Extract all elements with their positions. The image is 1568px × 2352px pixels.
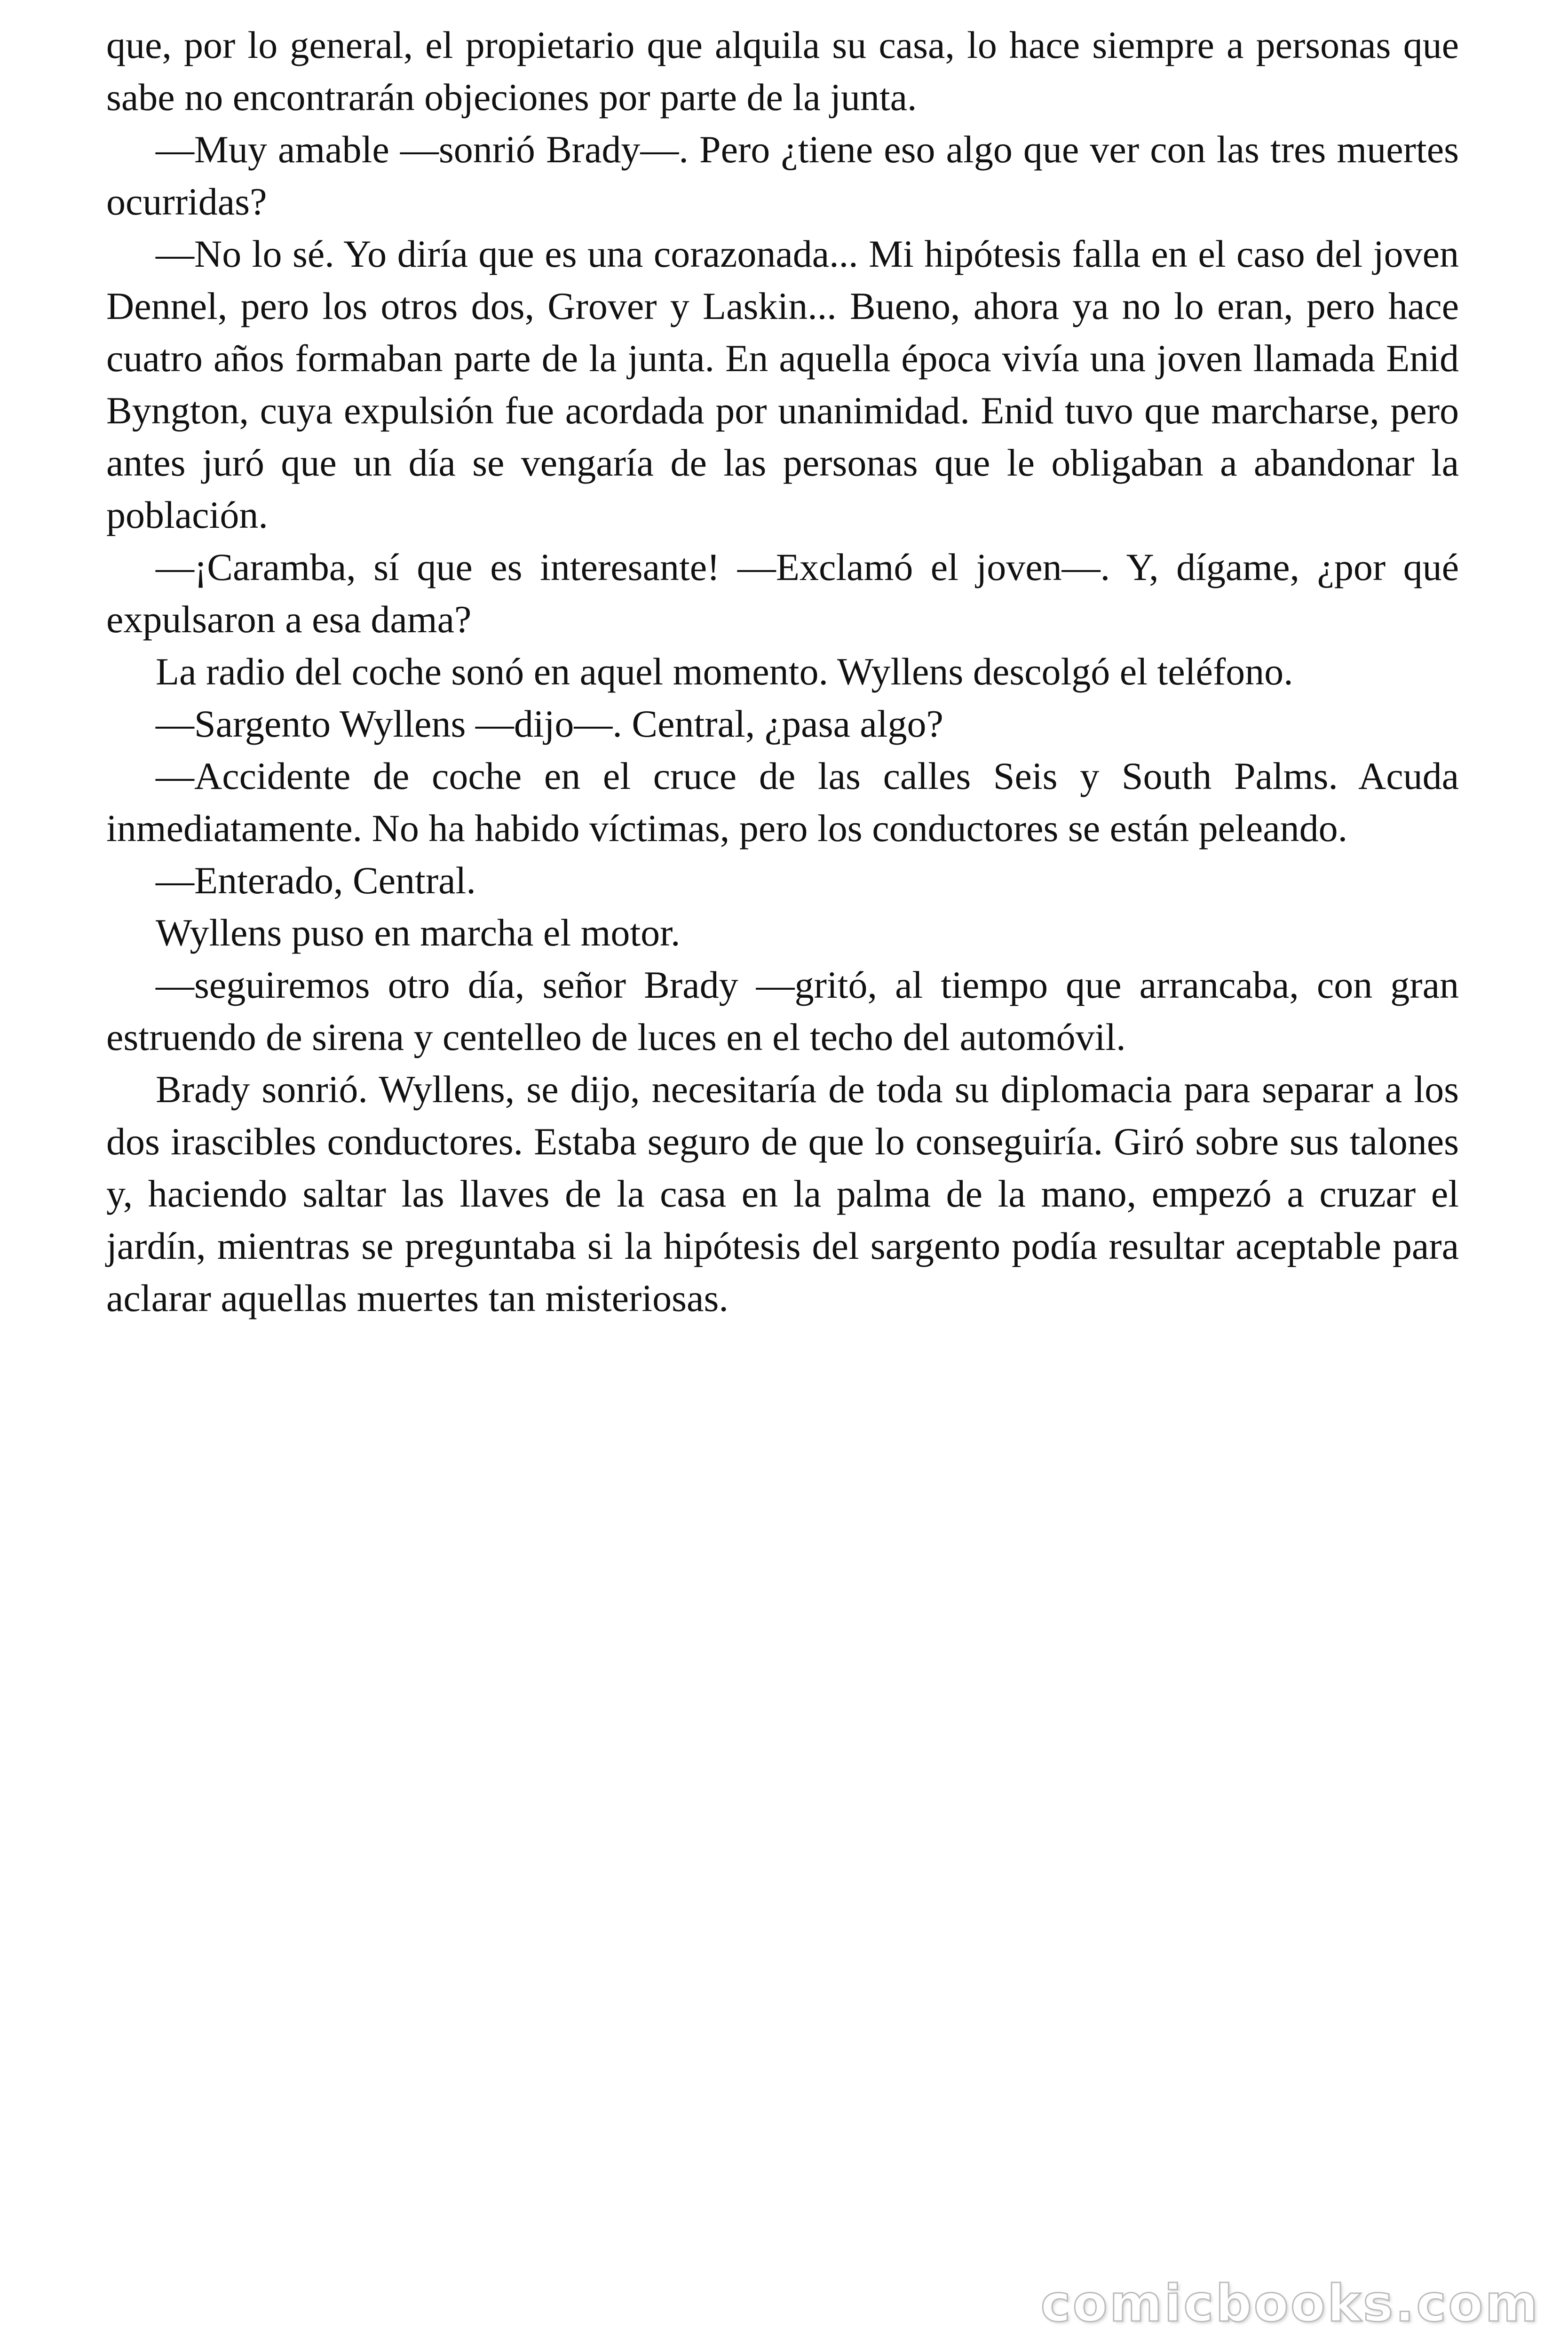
paragraph: Wyllens puso en marcha el motor.: [156, 911, 681, 954]
paragraph: La radio del coche sonó en aquel momento. Wyllens descolgó el teléfono.: [156, 650, 1293, 693]
paragraph: —seguiremos otro día, señor Brady —gritó, al tiempo que arrancaba, con gran estruendo de sirena y centelleo de luces en el techo del automóvil.: [106, 963, 1459, 1058]
paragraph: —Accidente de coche en el cruce de las calles Seis y South Palms. Acuda inmediatamente. No ha habido víctimas, pero los conductores se están peleando.: [106, 755, 1459, 850]
paragraph: —Muy amable —sonrió Brady—. Pero ¿tiene eso algo que ver con las tres muertes ocurridas?: [106, 128, 1459, 223]
paragraph: —No lo sé. Yo diría que es una corazonada... Mi hipótesis falla en el caso del joven Dennel, pero los otros dos, Grover y Laskin... Bueno, ahora ya no lo eran, pero hace cuatro años formaban parte de la junta. En aquella época vivía una joven llamada Enid Byngton, cuya expulsión fue acordada por unanimidad. Enid tuvo que marcharse, pero antes juró que un día se vengaría de las personas que le obligaban a abandonar la población.: [106, 232, 1459, 536]
watermark: comicbooks.com: [1040, 2274, 1540, 2333]
paragraph: —¡Caramba, sí que es interesante! —Exclamó el joven—. Y, dígame, ¿por qué expulsaron a esa dama?: [106, 546, 1459, 641]
paragraph: —Enterado, Central.: [156, 859, 476, 902]
paragraph: —Sargento Wyllens —dijo—. Central, ¿pasa algo?: [156, 702, 943, 745]
paragraph: Brady sonrió. Wyllens, se dijo, necesitaría de toda su diplomacia para separar a los dos irascibles conductores. Estaba seguro de que lo conseguiría. Giró sobre sus talones y, haciendo saltar las llaves de la casa en la palma de la mano, empezó a cruzar el jardín, mientras se preguntaba si la hipótesis del sargento podía resultar aceptable para aclarar aquellas muertes tan misteriosas.: [106, 1068, 1459, 1319]
body-text: [106, 19, 1459, 1324]
paragraph: que, por lo general, el propietario que alquila su casa, lo hace siempre a personas que sabe no encontrarán objeciones por parte de la junta.: [106, 24, 1459, 119]
